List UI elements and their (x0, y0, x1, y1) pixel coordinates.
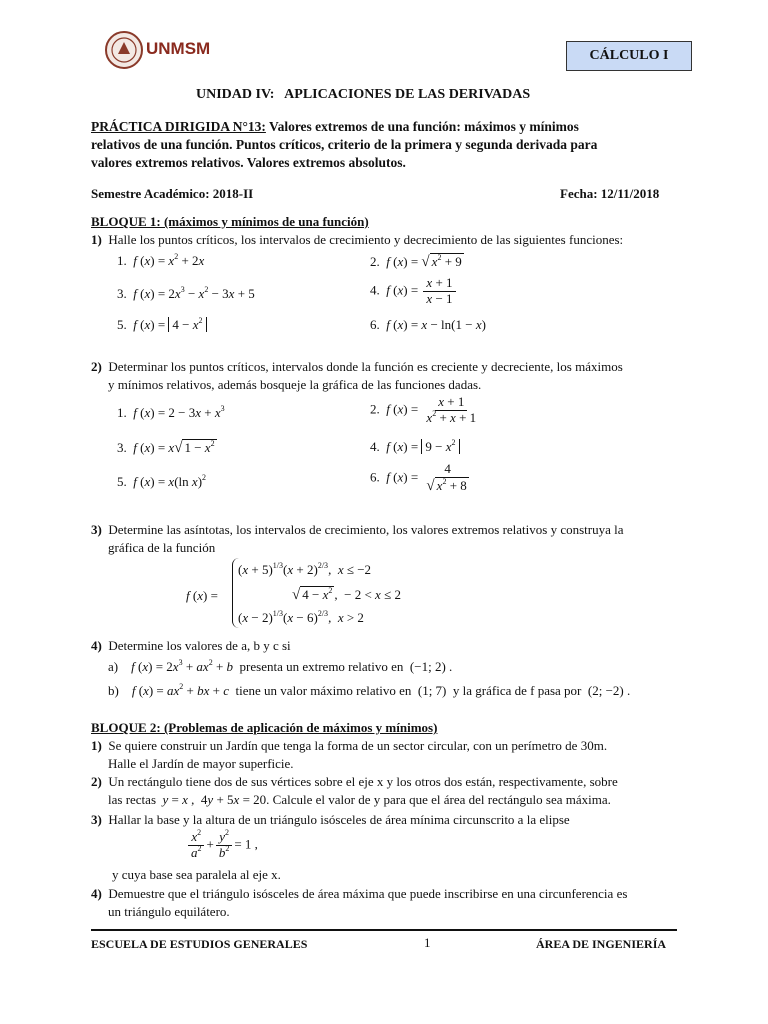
b1-problem-3: 3) Determine las asíntotas, los intervalos de crecimiento, los valores extremos relativos y construya la gráfica de la función (91, 522, 624, 555)
b1-p1-f1: 1. f $(x) = x^2 + 2x$ (117, 252, 205, 268)
b2-question-1: 1) Se quiere construir un Jardín que tenga la forma de un sector circular, con un perímetro de 30m. Halle el Jardín de mayor superficie. (91, 738, 608, 771)
date: Fecha: 12/11/2018 (560, 186, 660, 201)
footer-left: ESCUELA DE ESTUDIOS GENERALES (91, 937, 308, 951)
crest-icon (104, 30, 144, 70)
b1-p2-f3: 3. f (x) = x√ $1 - x^2$ (117, 439, 215, 456)
unit-title: UNIDAD IV: APLICACIONES DE LAS DERIVADAS (196, 87, 531, 102)
bloque1-title: BLOQUE 1: (máximos y mínimos de una función) (91, 214, 369, 229)
footer-right: ÁREA DE INGENIERÍA (536, 937, 667, 951)
footer-page-number: 1 (424, 935, 431, 950)
b2-question-2: 2) Un rectángulo tiene dos de sus vértices sobre el eje x y los otros dos están, respectivamente, sobre las rectas y = x , 4y + 5x = 20. Calcule el valor de y para que el área del rectángulo sea máxima. (91, 774, 618, 807)
b2-q3-text-2: y cuya base sea paralela al eje x. (112, 867, 281, 882)
practice-desc-2: relativos de una función. Puntos críticos, criterio de la primera y segunda derivada para (91, 137, 598, 153)
b1-p1-f4: 4. f (x) = $\frac{x + 1}{x - 1}$ (370, 276, 458, 307)
bloque2-title: BLOQUE 2: (Problemas de aplicación de máximos y mínimos) (91, 720, 438, 735)
university-logo (104, 30, 144, 70)
b1-problem-2: 2) Determinar los puntos críticos, intervalos donde la función es creciente y decreciente, los máximos y mínimos relativos, además bosqueje la gráfica de las funciones dadas. (91, 359, 623, 392)
footer-divider (91, 929, 677, 931)
b2-question-4: 4) Demuestre que el triángulo isósceles de área máxima que puede inscribirse en una circunferencia es un triángulo equilátero. (91, 886, 628, 919)
b1-p3-piecewise-label: f (x) = (186, 588, 218, 603)
semester: Semestre Académico: 2018-II (91, 186, 254, 201)
b1-p2-f2: 2. f (x) = $\frac{x + 1}{x^2 + x + 1}$ (370, 394, 477, 425)
practice-label: PRÁCTICA DIRIGIDA N°13: (91, 119, 266, 134)
b1-p1-f6: 6. f (x) = x − ln(1 − x) (370, 317, 486, 332)
b2-question-3: 3) Hallar la base y la altura de un triángulo isósceles de área mínima circunscrito a la elipse (91, 812, 570, 827)
b1-problem-4: 4) Determine los valores de a, b y c si (91, 638, 291, 653)
practice-desc-1: Valores extremos de una función: máximos y mínimos (265, 119, 579, 134)
b1-p2-f5: 5. f (x) = x(ln x)$^2$ (117, 473, 207, 489)
b1-problem-1: 1) Halle los puntos críticos, los intervalos de crecimiento y decrecimiento de las siguientes funciones: (91, 232, 624, 247)
b1-p2-f1: 1. f $(x) = 2 - 3x + x^3$ (117, 404, 225, 420)
b1-p2-f4: 4. f $(x) = 9 - x^2$ (370, 438, 460, 456)
b1-p4a: a) f $(x) = 2x^3 + ax^2 + b$ presenta un extremo relativo en (−1; 2) . (108, 658, 453, 674)
course-badge: CÁLCULO I (566, 41, 692, 71)
logo-text: UNMSM (146, 39, 211, 58)
b1-p3-case-2: √ $4 - x^2$ , − 2 < x ≤ 2 (292, 586, 401, 603)
b1-p1-f2: 2. f (x) = √ $x^2 + 9$ (370, 253, 462, 270)
b1-p1-f5: 5. f $(x) = 4 - x^2$ (117, 316, 207, 334)
practice-heading (91, 118, 676, 173)
ellipse-equation: $\frac{x^2}{a^2}$ + $\frac{y^2}{b^2}$ = 1 , (186, 830, 258, 861)
b1-p1-f3: 3. f $(x) = 2x^3 - x^2 - 3x + 5$ (117, 285, 255, 301)
b1-p4b: b) f $(x) = ax^2$ + bx + c tiene un valor máximo relativo en (1; 7) y la gráfica de f pasa por (2; −2) . (108, 682, 631, 698)
b1-p2-f6: 6. f (x) = $\frac{4}{√ x^2 + 8}$ (370, 461, 467, 494)
practice-desc-3: valores extremos relativos. Valores extremos absolutos. (91, 155, 406, 171)
b1-p3-case-1: $(x + 5)^{1/3}(x + 2)^{2/3}$, x ≤ −2 (238, 561, 372, 577)
b1-p3-case-3: $(x - 2)^{1/3}(x - 6)^{2/3}$, x > 2 (238, 609, 364, 625)
